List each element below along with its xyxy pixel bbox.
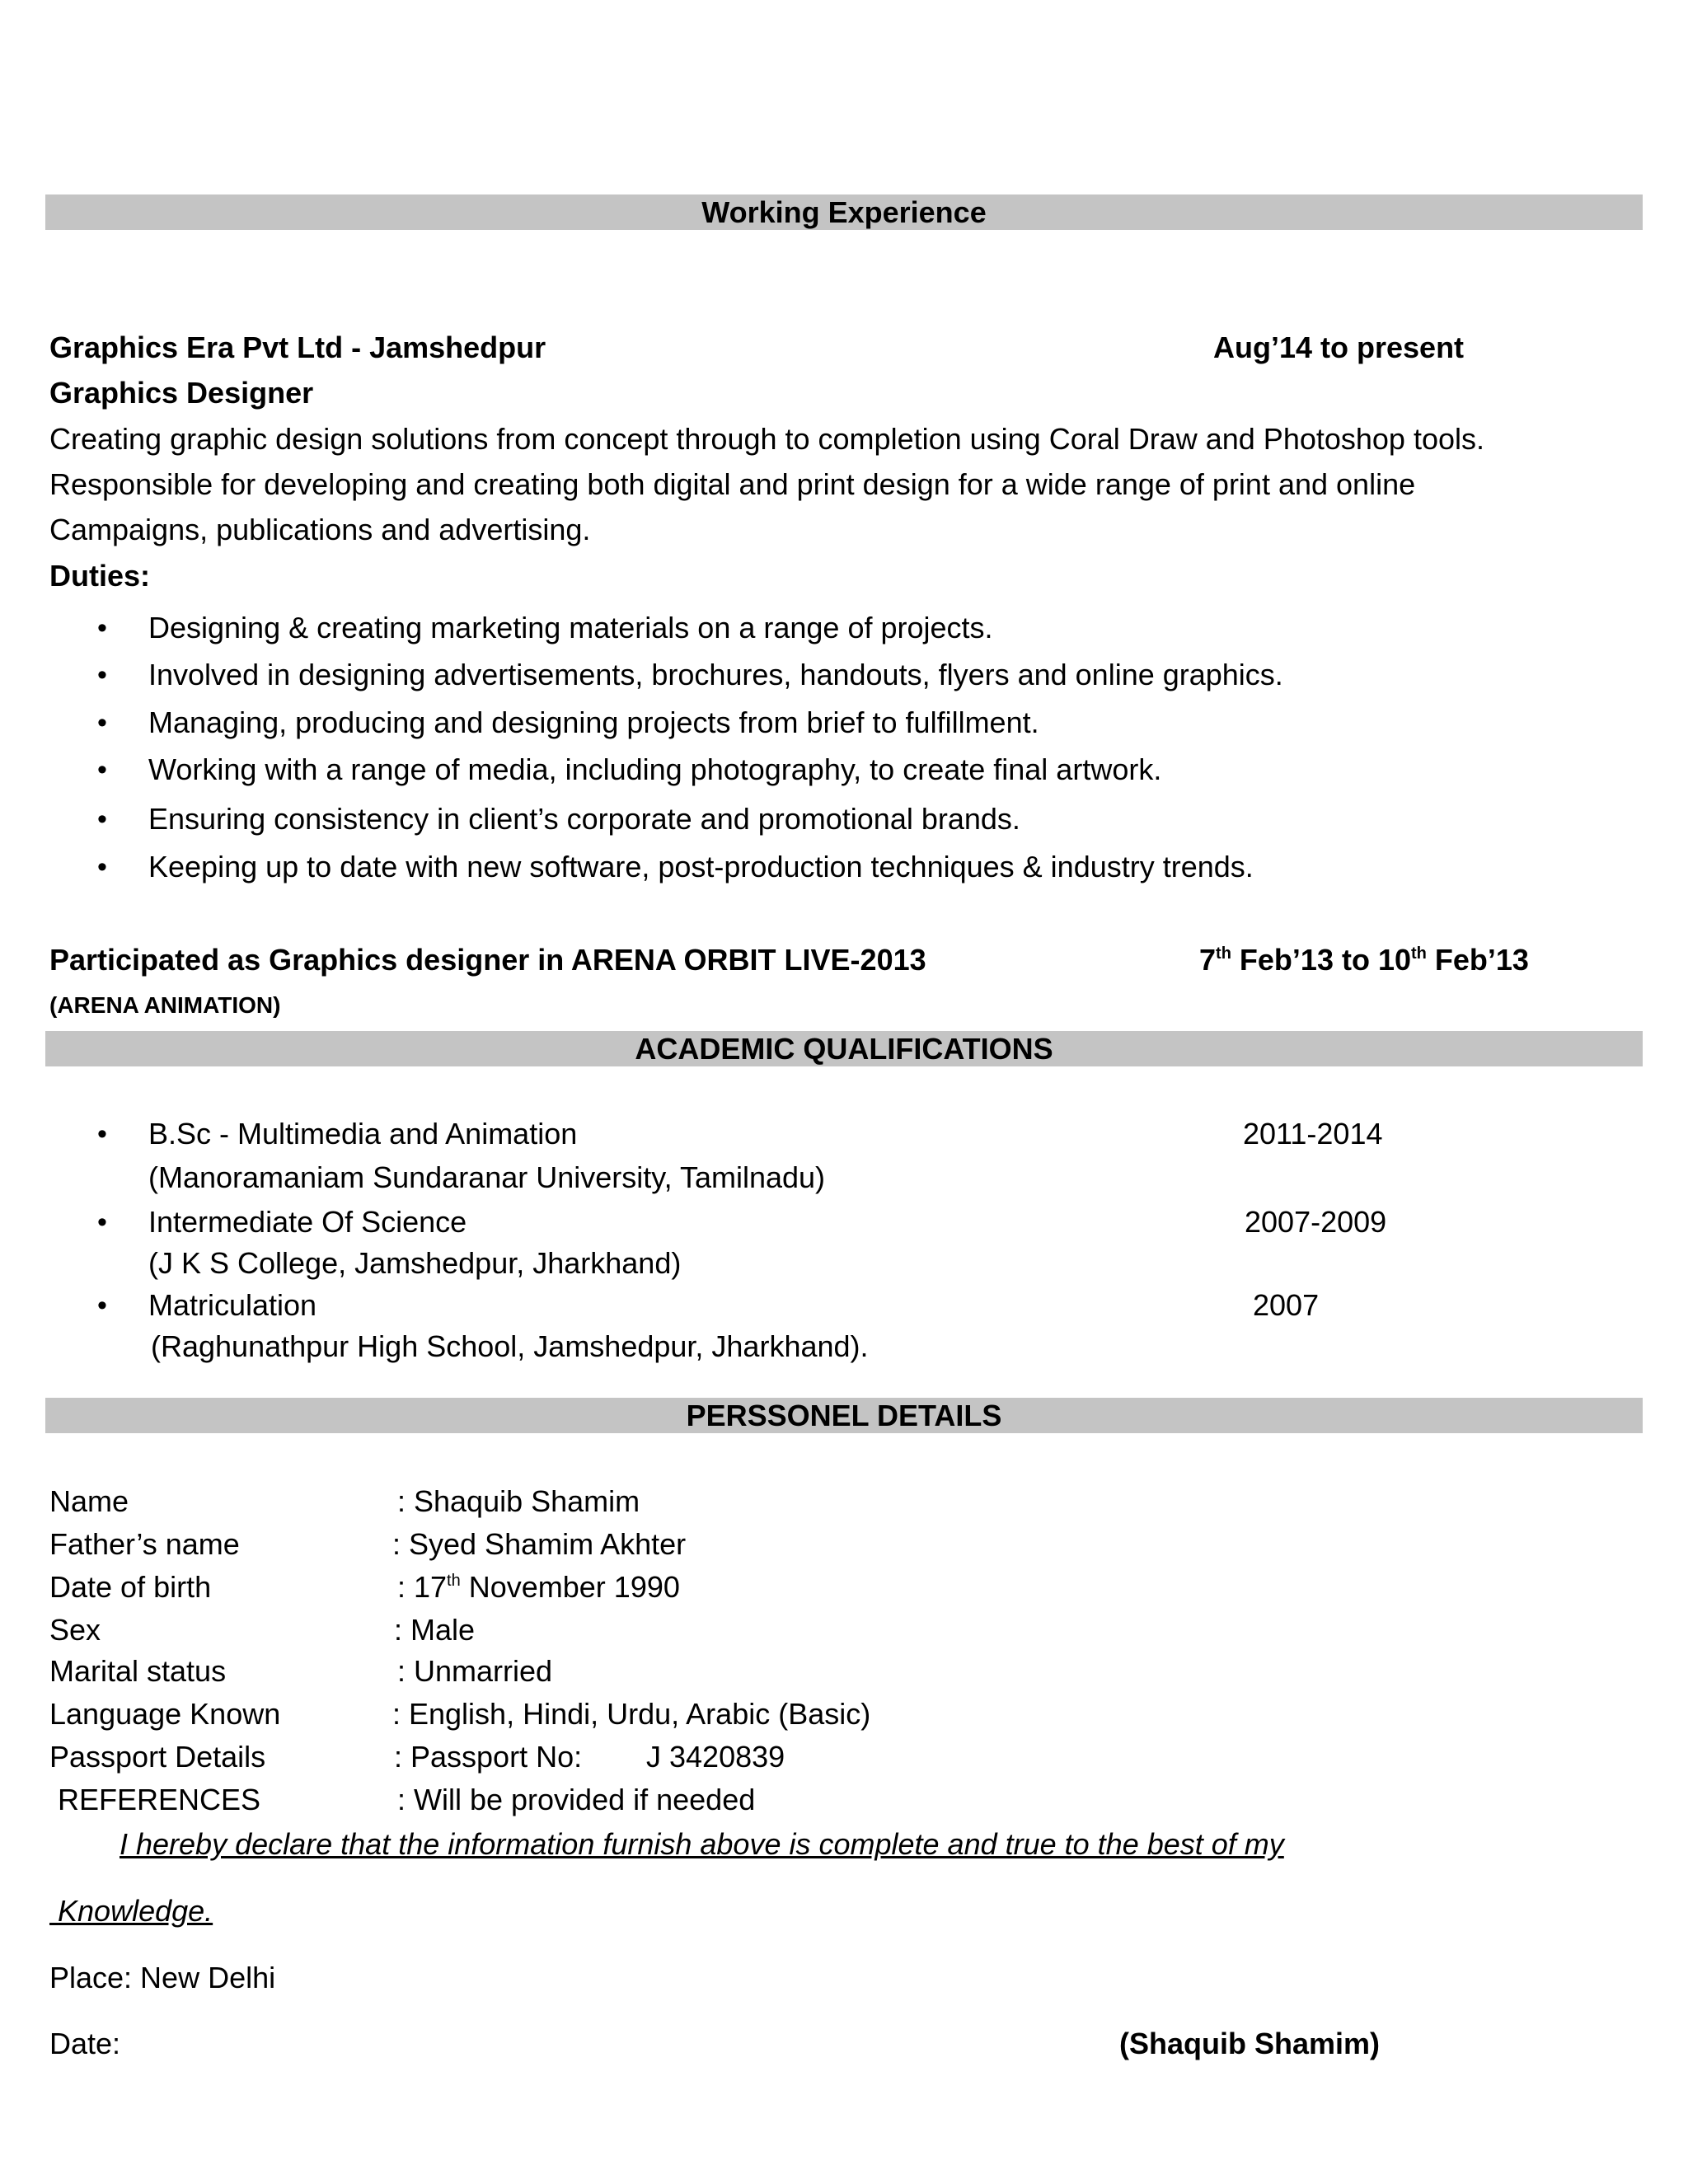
degree-name: Matriculation: [148, 1288, 317, 1322]
duty-item: Involved in designing advertisements, brochures, handouts, flyers and online graphics.: [148, 658, 1283, 691]
bullet-icon: •: [97, 659, 107, 691]
duty-item: Keeping up to date with new software, post-production techniques & industry trends.: [148, 850, 1254, 883]
institution-name: (Manoramaniam Sundaranar University, Tamilnadu): [148, 1160, 826, 1194]
field-label-dob: Date of birth: [49, 1570, 212, 1604]
declaration-text: I hereby declare that the information furnish above is complete and true to the best of my: [120, 1827, 1284, 1861]
bullet-icon: •: [97, 1118, 107, 1150]
field-label-name: Name: [49, 1484, 129, 1518]
bullet-icon: •: [97, 612, 107, 644]
section-heading-personal: PERSSONEL DETAILS: [45, 1398, 1643, 1433]
event-title: Participated as Graphics designer in ARENA ORBIT LIVE-2013: [49, 943, 926, 977]
duty-item: Ensuring consistency in client’s corporate and promotional brands.: [148, 802, 1020, 836]
work-period: Aug’14 to present: [1213, 330, 1465, 364]
degree-years: 2007-2009: [1245, 1205, 1387, 1239]
company-name: Graphics Era Pvt Ltd - Jamshedpur: [49, 330, 546, 364]
bullet-icon: •: [97, 707, 107, 738]
field-value-dob: : 17th November 1990: [397, 1570, 680, 1604]
job-description-line: Responsible for developing and creating both digital and print design for a wide range of print and online: [49, 467, 1416, 501]
declaration-text: Knowledge.: [58, 1894, 213, 1928]
field-label-language: Language Known: [49, 1697, 281, 1731]
field-value-language: : English, Hindi, Urdu, Arabic (Basic): [392, 1697, 871, 1731]
signature-name: (Shaquib Shamim): [1119, 2027, 1381, 2060]
field-value-references: : Will be provided if needed: [397, 1783, 756, 1816]
degree-name: Intermediate Of Science: [148, 1205, 467, 1239]
section-heading-academics: ACADEMIC QUALIFICATIONS: [45, 1031, 1643, 1066]
institution-name: (Raghunathpur High School, Jamshedpur, Jharkhand).: [151, 1329, 869, 1363]
bullet-icon: •: [97, 804, 107, 835]
bullet-icon: •: [97, 1207, 107, 1238]
field-label-references: REFERENCES: [58, 1783, 261, 1816]
bullet-icon: •: [97, 1290, 107, 1321]
passport-number: J 3420839: [646, 1740, 785, 1774]
field-value-marital: : Unmarried: [397, 1654, 553, 1688]
field-label-passport: Passport Details: [49, 1740, 266, 1774]
field-value-passport: : Passport No:: [394, 1740, 583, 1774]
field-value-father: : Syed Shamim Akhter: [392, 1527, 687, 1561]
institution-name: (J K S College, Jamshedpur, Jharkhand): [148, 1246, 682, 1280]
bullet-icon: •: [97, 851, 107, 883]
duty-item: Managing, producing and designing projects from brief to fulfillment.: [148, 705, 1039, 739]
duties-label: Duties:: [49, 559, 151, 593]
duty-item: Working with a range of media, including photography, to create final artwork.: [148, 752, 1162, 786]
date-line: Date:: [49, 2027, 121, 2060]
field-label-marital: Marital status: [49, 1654, 227, 1688]
field-label-sex: Sex: [49, 1613, 101, 1647]
event-date: 7th Feb’13 to 10th Feb’13: [1199, 943, 1529, 977]
bullet-icon: •: [97, 754, 107, 785]
job-description-line: Creating graphic design solutions from concept through to completion using Coral Draw and Photoshop tools.: [49, 422, 1484, 456]
job-description-line: Campaigns, publications and advertising.: [49, 513, 591, 546]
place-line: Place: New Delhi: [49, 1961, 276, 1994]
job-role: Graphics Designer: [49, 376, 314, 410]
field-value-sex: : Male: [394, 1613, 476, 1647]
degree-years: 2007: [1253, 1288, 1320, 1322]
degree-name: B.Sc - Multimedia and Animation: [148, 1117, 578, 1151]
duty-item: Designing & creating marketing materials on a range of projects.: [148, 611, 993, 644]
field-label-father: Father’s name: [49, 1527, 240, 1561]
section-heading-work: Working Experience: [45, 194, 1643, 230]
field-value-name: : Shaquib Shamim: [397, 1484, 640, 1518]
degree-years: 2011-2014: [1243, 1117, 1383, 1151]
event-organizer: (ARENA ANIMATION): [49, 992, 281, 1018]
